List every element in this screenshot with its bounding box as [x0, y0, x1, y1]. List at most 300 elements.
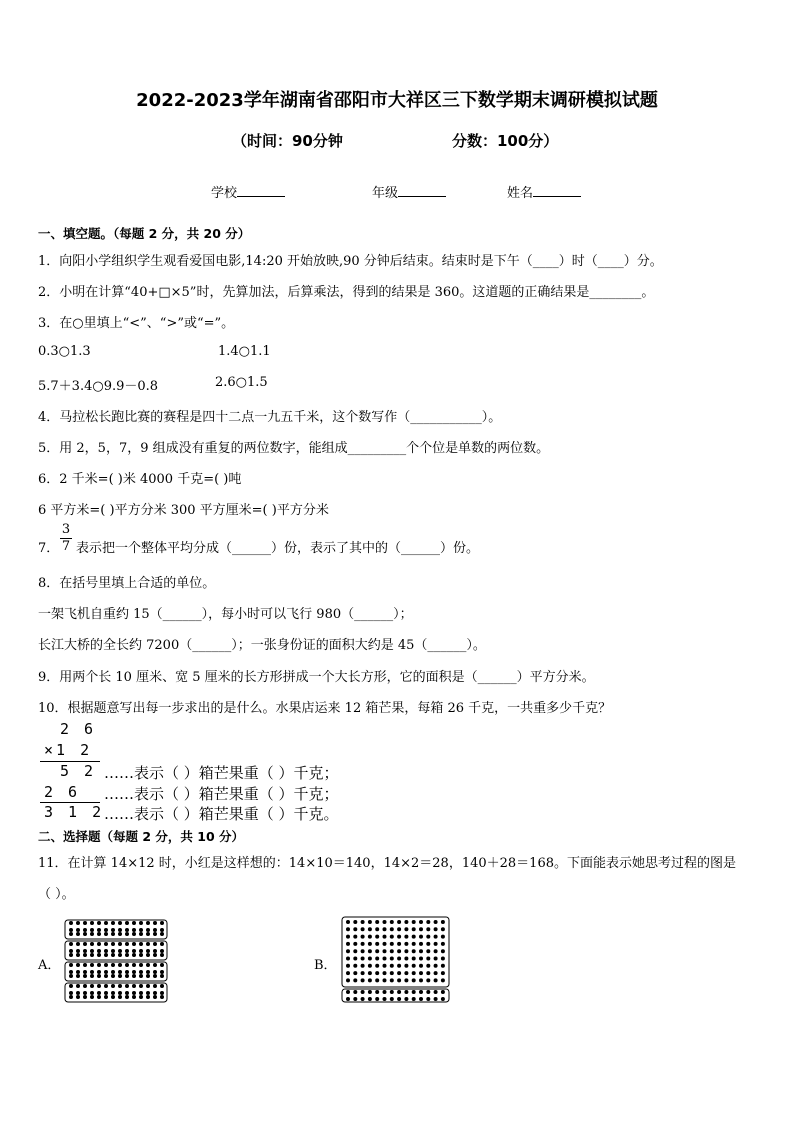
dot	[76, 928, 80, 932]
dot	[104, 932, 108, 936]
dot	[368, 990, 372, 994]
dot	[434, 935, 438, 939]
dot	[368, 920, 372, 924]
dot	[375, 942, 379, 946]
dot	[90, 984, 94, 988]
section-1-heading: 一、填空题。（每题 2 分，共 20 分）	[38, 226, 251, 241]
dot	[426, 997, 430, 1001]
dot	[397, 990, 401, 994]
dot	[390, 920, 394, 924]
dot	[390, 990, 394, 994]
dot	[426, 990, 430, 994]
dot	[132, 995, 136, 999]
dot	[346, 942, 350, 946]
dot	[118, 984, 122, 988]
dot	[368, 927, 372, 931]
dot	[146, 942, 150, 946]
fraction-denominator: 7	[61, 539, 71, 554]
dot	[419, 920, 423, 924]
dot	[375, 927, 379, 931]
dot	[104, 953, 108, 957]
question-4: 4．马拉松长跑比赛的赛程是四十二点一九五千米，这个数写作（___________）。	[38, 410, 502, 425]
dot	[139, 984, 143, 988]
dot	[97, 953, 101, 957]
dot	[397, 949, 401, 953]
dot	[104, 942, 108, 946]
dot	[160, 974, 164, 978]
dot	[90, 953, 94, 957]
dot	[361, 971, 365, 975]
dot	[160, 970, 164, 974]
dot	[125, 953, 129, 957]
dot	[139, 953, 143, 957]
dot	[441, 971, 445, 975]
dot	[125, 932, 129, 936]
dot	[441, 920, 445, 924]
dot	[97, 970, 101, 974]
dot	[139, 991, 143, 995]
dot	[125, 921, 129, 925]
dot	[125, 984, 129, 988]
dot	[76, 995, 80, 999]
dot	[383, 920, 387, 924]
dot	[146, 963, 150, 967]
dot	[397, 964, 401, 968]
dot	[368, 997, 372, 1001]
dot	[346, 964, 350, 968]
question-3a: 0.3○1.3	[38, 344, 91, 359]
option-b-dot-figure[interactable]	[342, 917, 449, 1002]
dot	[397, 971, 401, 975]
dot	[397, 920, 401, 924]
dot	[390, 964, 394, 968]
dot	[426, 942, 430, 946]
dot	[76, 942, 80, 946]
dot	[69, 995, 73, 999]
dot	[346, 971, 350, 975]
dot	[146, 953, 150, 957]
dot	[69, 953, 73, 957]
dot	[153, 970, 157, 974]
dot	[390, 997, 394, 1001]
dot	[426, 920, 430, 924]
dot	[368, 942, 372, 946]
dot	[412, 971, 416, 975]
dot	[90, 991, 94, 995]
dot	[111, 921, 115, 925]
dot	[146, 928, 150, 932]
dot	[69, 921, 73, 925]
dot	[83, 953, 87, 957]
dot	[390, 927, 394, 931]
dot	[412, 964, 416, 968]
dot	[111, 963, 115, 967]
dot	[390, 942, 394, 946]
dot	[139, 974, 143, 978]
dot	[132, 942, 136, 946]
dot	[426, 978, 430, 982]
option-a-group-box	[65, 962, 167, 981]
dot	[441, 997, 445, 1001]
dot	[153, 963, 157, 967]
dot	[118, 995, 122, 999]
dot	[404, 927, 408, 931]
dot	[383, 927, 387, 931]
dot	[139, 921, 143, 925]
dot	[390, 949, 394, 953]
dot	[404, 971, 408, 975]
dot	[125, 949, 129, 953]
dot	[375, 997, 379, 1001]
dot	[97, 921, 101, 925]
dot	[153, 984, 157, 988]
dot	[353, 957, 357, 961]
dot	[76, 963, 80, 967]
dot	[353, 997, 357, 1001]
dot	[361, 997, 365, 1001]
dot	[368, 964, 372, 968]
dot	[69, 991, 73, 995]
dot	[139, 928, 143, 932]
dot	[153, 995, 157, 999]
dot	[118, 953, 122, 957]
dot	[146, 995, 150, 999]
dot	[160, 932, 164, 936]
dot	[419, 957, 423, 961]
dot	[383, 957, 387, 961]
exam-time: （时间：90分钟	[232, 132, 343, 150]
dot	[139, 949, 143, 953]
dot	[412, 920, 416, 924]
dot	[153, 991, 157, 995]
option-b-tens-box	[342, 917, 449, 987]
dot	[397, 935, 401, 939]
dot	[434, 997, 438, 1001]
dot	[125, 928, 129, 932]
dot	[412, 957, 416, 961]
dot	[104, 984, 108, 988]
dot	[153, 949, 157, 953]
exam-title: 2022-2023学年湖南省邵阳市大祥区三下数学期末调研模拟试题	[136, 90, 658, 111]
dot	[69, 974, 73, 978]
dot	[118, 921, 122, 925]
dot	[132, 991, 136, 995]
dot	[353, 978, 357, 982]
dot	[160, 995, 164, 999]
dot	[83, 995, 87, 999]
dot	[111, 995, 115, 999]
dot	[69, 984, 73, 988]
dot	[441, 957, 445, 961]
dot	[419, 927, 423, 931]
dot	[419, 978, 423, 982]
dot	[383, 997, 387, 1001]
dot	[390, 978, 394, 982]
dot	[97, 984, 101, 988]
dot	[132, 970, 136, 974]
dot	[383, 949, 387, 953]
dot	[375, 971, 379, 975]
dot	[118, 928, 122, 932]
dot	[111, 970, 115, 974]
dot	[83, 963, 87, 967]
option-b-label[interactable]: B．	[314, 958, 337, 973]
question-6a: 6．2 千米=( )米 4000 千克=( )吨	[38, 472, 242, 487]
dot	[361, 990, 365, 994]
vcalc-text-1: ……表示（ ）箱芒果重（ ）千克；	[104, 764, 339, 782]
question-8: 8．在括号里填上合适的单位。	[38, 576, 216, 591]
vcalc-text-3: ……表示（ ）箱芒果重（ ）千克。	[104, 805, 339, 823]
exam-score: 分数：100分）	[452, 132, 559, 150]
dot	[419, 990, 423, 994]
dot	[160, 942, 164, 946]
option-a-dot-figure[interactable]	[65, 920, 167, 1002]
question-7-number: 7．	[38, 541, 60, 556]
dot	[97, 928, 101, 932]
dot	[132, 932, 136, 936]
dot	[104, 928, 108, 932]
dot	[153, 942, 157, 946]
option-a-group-box	[65, 920, 167, 939]
dot	[368, 957, 372, 961]
dot	[76, 974, 80, 978]
dot	[83, 984, 87, 988]
dot	[118, 942, 122, 946]
dot	[441, 927, 445, 931]
dot	[125, 995, 129, 999]
dot	[83, 921, 87, 925]
dot	[97, 991, 101, 995]
dot	[118, 949, 122, 953]
dot	[160, 963, 164, 967]
dot	[346, 990, 350, 994]
dot	[404, 935, 408, 939]
dot	[404, 920, 408, 924]
dot	[125, 942, 129, 946]
dot	[353, 942, 357, 946]
dot	[346, 927, 350, 931]
dot	[125, 963, 129, 967]
dot	[375, 949, 379, 953]
dot	[434, 964, 438, 968]
dot	[76, 932, 80, 936]
dot	[76, 984, 80, 988]
dot	[419, 971, 423, 975]
dot	[353, 935, 357, 939]
dot	[83, 974, 87, 978]
dot	[419, 949, 423, 953]
dot	[426, 957, 430, 961]
dot	[104, 949, 108, 953]
dot	[104, 963, 108, 967]
dot	[441, 990, 445, 994]
dot	[111, 942, 115, 946]
dot	[361, 949, 365, 953]
dot	[139, 942, 143, 946]
dot	[412, 990, 416, 994]
dot	[146, 949, 150, 953]
dot	[132, 963, 136, 967]
dot	[441, 964, 445, 968]
dot	[146, 932, 150, 936]
dot	[139, 995, 143, 999]
dot	[69, 932, 73, 936]
dot	[160, 984, 164, 988]
dot	[353, 949, 357, 953]
question-10: 10．根据题意写出每一步求出的是什么。水果店运来 12 箱芒果，每箱 26 千克，一共重多少千克？	[38, 701, 612, 716]
dot	[90, 921, 94, 925]
dot	[346, 920, 350, 924]
dot	[76, 991, 80, 995]
option-a-label[interactable]: A．	[38, 958, 61, 973]
dot	[146, 984, 150, 988]
dot	[69, 970, 73, 974]
dot	[361, 942, 365, 946]
section-2-heading: 二、选择题（每题 2 分，共 10 分）	[38, 829, 245, 844]
vcalc-row-4: 2 6	[44, 783, 81, 801]
dot	[146, 974, 150, 978]
dot	[346, 957, 350, 961]
dot	[397, 927, 401, 931]
question-11: 11．在计算 14×12 时，小红是这样想的：14×10＝140，14×2＝28，140＋28＝168。下面能表示她思考过程的图是	[38, 856, 736, 871]
dot	[132, 928, 136, 932]
dot	[361, 927, 365, 931]
dot	[404, 949, 408, 953]
question-7: 表示把一个整体平均分成（______）份，表示了其中的（______）份。	[76, 541, 480, 556]
dot	[419, 942, 423, 946]
dot	[375, 964, 379, 968]
dot	[146, 921, 150, 925]
dot	[390, 957, 394, 961]
question-8a: 一架飞机自重约 15（______），每小时可以飞行 980（______）；	[38, 607, 413, 622]
dot	[83, 949, 87, 953]
dot	[153, 921, 157, 925]
dot	[368, 978, 372, 982]
dot	[434, 920, 438, 924]
dot	[125, 970, 129, 974]
dot	[132, 949, 136, 953]
dot	[111, 932, 115, 936]
dot	[383, 964, 387, 968]
grade-label: 年级	[372, 186, 399, 201]
dot	[118, 932, 122, 936]
dot	[111, 953, 115, 957]
school-label: 学校	[211, 186, 238, 201]
dot	[90, 932, 94, 936]
dot	[368, 949, 372, 953]
dot	[346, 935, 350, 939]
dot	[76, 949, 80, 953]
dot	[104, 970, 108, 974]
dot	[118, 963, 122, 967]
dot	[97, 963, 101, 967]
dot	[397, 942, 401, 946]
dot	[111, 928, 115, 932]
question-11-blank: （ ）。	[38, 887, 75, 902]
dot	[90, 949, 94, 953]
dot	[90, 974, 94, 978]
dot	[383, 942, 387, 946]
dot	[434, 990, 438, 994]
dot	[160, 949, 164, 953]
dot	[69, 949, 73, 953]
dot	[441, 942, 445, 946]
dot	[139, 963, 143, 967]
vcalc-row-3: 5 2	[60, 762, 97, 780]
dot	[383, 990, 387, 994]
dot	[353, 971, 357, 975]
question-8b: 长江大桥的全长约 7200（______）；一张身份证的面积大约是 45（______）。	[38, 638, 486, 653]
fraction-numerator: 3	[61, 522, 71, 537]
dot	[97, 949, 101, 953]
dot	[69, 942, 73, 946]
dot	[118, 974, 122, 978]
dot	[353, 927, 357, 931]
dot	[412, 997, 416, 1001]
option-a-group-box	[65, 941, 167, 960]
dot	[383, 978, 387, 982]
dot	[426, 971, 430, 975]
question-3d: 2.6○1.5	[215, 375, 268, 390]
option-a-group-box	[65, 983, 167, 1002]
dot	[118, 970, 122, 974]
dot	[397, 997, 401, 1001]
dot	[383, 971, 387, 975]
vcalc-row-5: 3 1 2	[44, 803, 105, 821]
dot	[412, 978, 416, 982]
dot	[153, 974, 157, 978]
dot	[97, 942, 101, 946]
question-5: 5．用 2，5，7，9 组成没有重复的两位数字，能组成_________个个位是单数的两位数。	[38, 441, 550, 456]
dot	[160, 953, 164, 957]
dot	[426, 927, 430, 931]
dot	[153, 932, 157, 936]
dot	[125, 991, 129, 995]
dot	[132, 974, 136, 978]
dot	[361, 978, 365, 982]
dot	[139, 970, 143, 974]
dot	[441, 978, 445, 982]
dot	[375, 957, 379, 961]
dot	[111, 974, 115, 978]
dot	[90, 942, 94, 946]
dot	[441, 935, 445, 939]
dot	[76, 921, 80, 925]
question-2: 2．小明在计算“40+□×5”时，先算加法，后算乘法，得到的结果是 360。这道题的正确结果是________。	[38, 285, 655, 300]
dot	[353, 990, 357, 994]
dot	[426, 949, 430, 953]
dot	[353, 920, 357, 924]
dot	[434, 978, 438, 982]
dot	[434, 927, 438, 931]
dot	[160, 991, 164, 995]
dot	[434, 949, 438, 953]
dot	[104, 995, 108, 999]
dot	[361, 964, 365, 968]
dot	[346, 997, 350, 1001]
dot	[90, 995, 94, 999]
dot	[404, 978, 408, 982]
dot	[104, 921, 108, 925]
dot	[97, 974, 101, 978]
dot	[368, 935, 372, 939]
dot	[111, 984, 115, 988]
dot	[83, 970, 87, 974]
dot	[83, 932, 87, 936]
dot	[118, 991, 122, 995]
vcalc-row-2: ×1 2	[44, 741, 93, 759]
dot	[111, 991, 115, 995]
